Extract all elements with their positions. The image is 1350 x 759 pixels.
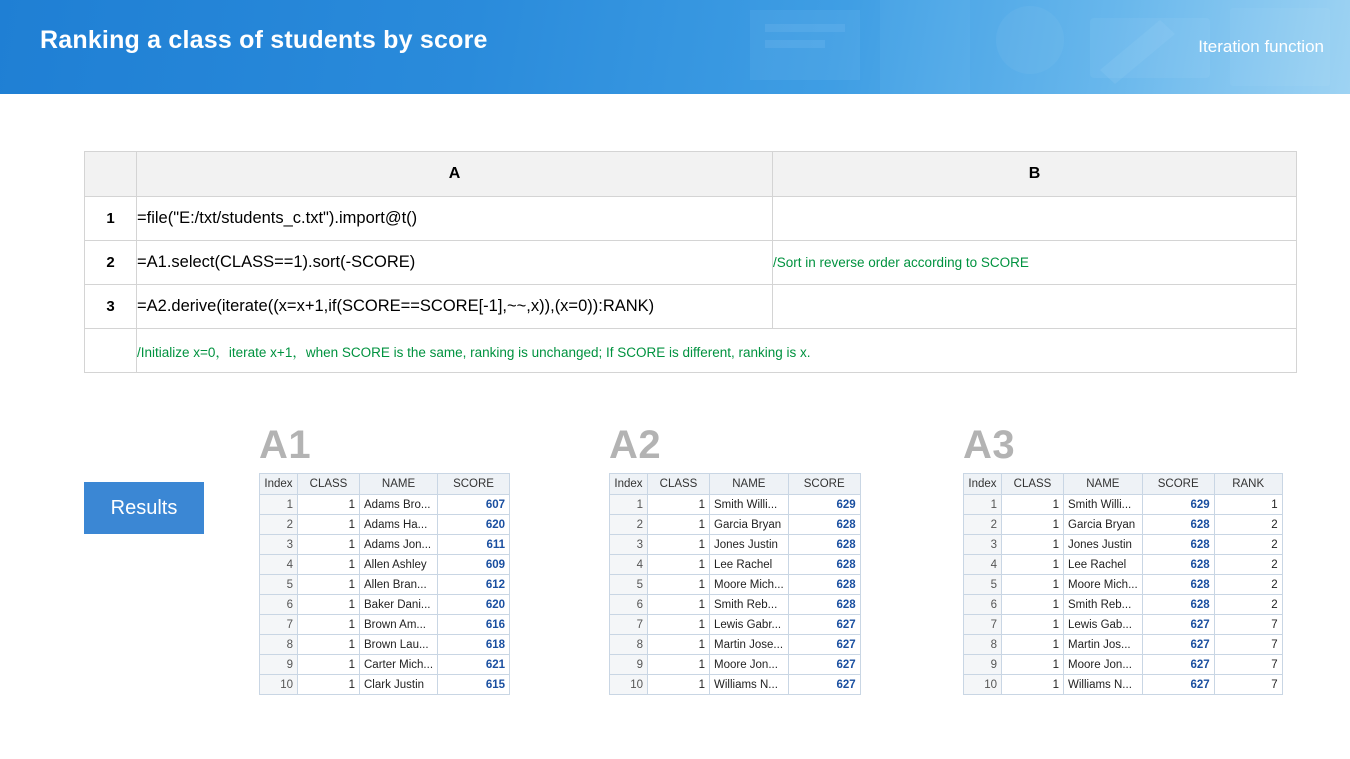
result-grid-a3 (963, 473, 1283, 695)
cell-index: 3 (964, 535, 1002, 555)
code-table-note: /Initialize x=0，iterate x+1，when SCORE is the same, ranking is unchanged; If SCORE is different, ranking is x. (137, 329, 1297, 373)
table-row (964, 575, 1283, 595)
cell-index: 4 (260, 555, 298, 575)
cell-index: 8 (260, 635, 298, 655)
table-row (260, 635, 510, 655)
row-number-2: 2 (85, 241, 137, 285)
grid-col-name: NAME (360, 474, 438, 495)
cell-index: 6 (610, 595, 648, 615)
cell-index: 9 (964, 655, 1002, 675)
cell-b1[interactable] (773, 197, 1297, 241)
cell-class: 1 (1002, 555, 1064, 575)
cell-index: 2 (260, 515, 298, 535)
cell-class: 1 (298, 575, 360, 595)
cell-rank: 7 (1214, 655, 1282, 675)
cell-score: 627 (788, 675, 860, 695)
cell-rank: 7 (1214, 635, 1282, 655)
header-subtitle: Iteration function (1198, 37, 1324, 56)
cell-name: Williams N... (1064, 675, 1143, 695)
grid-col-class: CLASS (648, 474, 710, 495)
table-row (610, 515, 861, 535)
grid-col-index: Index (964, 474, 1002, 495)
grid-header-row (260, 474, 510, 495)
cell-score: 620 (438, 595, 510, 615)
grid-col-index: Index (610, 474, 648, 495)
cell-index: 7 (964, 615, 1002, 635)
cell-score: 628 (788, 555, 860, 575)
cell-index: 2 (610, 515, 648, 535)
cell-score: 628 (1142, 535, 1214, 555)
cell-index: 5 (610, 575, 648, 595)
table-row-note (85, 329, 1297, 373)
grid-col-index: Index (260, 474, 298, 495)
cell-class: 1 (1002, 575, 1064, 595)
grid-header-row (610, 474, 861, 495)
cell-score: 628 (788, 595, 860, 615)
cell-name: Smith Willi... (710, 495, 789, 515)
cell-name: Lewis Gab... (1064, 615, 1143, 635)
cell-rank: 2 (1214, 595, 1282, 615)
cell-index: 4 (964, 555, 1002, 575)
cell-a2[interactable]: =A1.select(CLASS==1).sort(-SCORE) (137, 241, 773, 285)
cell-class: 1 (298, 535, 360, 555)
cell-name: Martin Jose... (710, 635, 789, 655)
cell-class: 1 (1002, 655, 1064, 675)
code-table-header-row (85, 152, 1297, 197)
table-row (260, 535, 510, 555)
cell-score: 628 (788, 575, 860, 595)
cell-class: 1 (298, 495, 360, 515)
cell-class: 1 (1002, 515, 1064, 535)
cell-name: Moore Jon... (710, 655, 789, 675)
cell-rank: 2 (1214, 515, 1282, 535)
page-header (0, 0, 1350, 94)
cell-name: Allen Ashley (360, 555, 438, 575)
table-row (610, 615, 861, 635)
cell-name: Garcia Bryan (1064, 515, 1143, 535)
cell-class: 1 (648, 515, 710, 535)
table-row (260, 555, 510, 575)
table-row (964, 495, 1283, 515)
cell-score: 618 (438, 635, 510, 655)
cell-index: 4 (610, 555, 648, 575)
table-row (260, 615, 510, 635)
cell-score: 629 (788, 495, 860, 515)
cell-class: 1 (648, 575, 710, 595)
cell-index: 10 (964, 675, 1002, 695)
cell-class: 1 (298, 675, 360, 695)
cell-score: 615 (438, 675, 510, 695)
grid-col-rank: RANK (1214, 474, 1282, 495)
cell-class: 1 (1002, 635, 1064, 655)
cell-class: 1 (298, 515, 360, 535)
cell-class: 1 (648, 675, 710, 695)
cell-index: 6 (964, 595, 1002, 615)
cell-index: 9 (260, 655, 298, 675)
grid-col-name: NAME (710, 474, 789, 495)
cell-score: 627 (788, 615, 860, 635)
cell-class: 1 (1002, 675, 1064, 695)
grid-col-score: SCORE (788, 474, 860, 495)
cell-score: 627 (1142, 635, 1214, 655)
table-row (260, 575, 510, 595)
cell-score: 627 (1142, 675, 1214, 695)
cell-score: 616 (438, 615, 510, 635)
code-table (84, 151, 1297, 373)
cell-index: 6 (260, 595, 298, 615)
cell-class: 1 (298, 615, 360, 635)
cell-name: Clark Justin (360, 675, 438, 695)
grid-col-class: CLASS (298, 474, 360, 495)
table-row (964, 675, 1283, 695)
table-row (610, 575, 861, 595)
cell-class: 1 (298, 655, 360, 675)
cell-name: Smith Reb... (1064, 595, 1143, 615)
cell-score: 628 (788, 515, 860, 535)
column-header-a: A (137, 152, 773, 197)
row-number-blank (85, 329, 137, 373)
cell-score: 628 (1142, 515, 1214, 535)
cell-rank: 7 (1214, 615, 1282, 635)
cell-index: 9 (610, 655, 648, 675)
cell-name: Lee Rachel (710, 555, 789, 575)
cell-index: 10 (610, 675, 648, 695)
cell-name: Brown Am... (360, 615, 438, 635)
cell-rank: 2 (1214, 535, 1282, 555)
table-row (260, 495, 510, 515)
grid-col-name: NAME (1064, 474, 1143, 495)
cell-index: 1 (964, 495, 1002, 515)
cell-index: 1 (610, 495, 648, 515)
cell-class: 1 (648, 495, 710, 515)
result-block-a1 (259, 425, 510, 695)
result-title-a1: A1 (259, 423, 312, 467)
result-block-a2 (609, 425, 861, 695)
cell-class: 1 (648, 655, 710, 675)
cell-class: 1 (298, 555, 360, 575)
cell-b3[interactable] (773, 285, 1297, 329)
cell-class: 1 (298, 595, 360, 615)
table-row (610, 535, 861, 555)
cell-class: 1 (648, 555, 710, 575)
cell-name: Jones Justin (710, 535, 789, 555)
row-number-3: 3 (85, 285, 137, 329)
cell-score: 627 (1142, 655, 1214, 675)
table-row (610, 555, 861, 575)
cell-score: 628 (1142, 555, 1214, 575)
table-row (610, 635, 861, 655)
table-row (964, 595, 1283, 615)
cell-rank: 2 (1214, 575, 1282, 595)
row-number-1: 1 (85, 197, 137, 241)
result-grid-a1 (259, 473, 510, 695)
cell-name: Martin Jos... (1064, 635, 1143, 655)
cell-score: 607 (438, 495, 510, 515)
cell-class: 1 (648, 535, 710, 555)
cell-index: 10 (260, 675, 298, 695)
column-header-b: B (773, 152, 1297, 197)
cell-class: 1 (1002, 495, 1064, 515)
table-row (964, 655, 1283, 675)
table-row (260, 655, 510, 675)
cell-score: 629 (1142, 495, 1214, 515)
grid-col-score: SCORE (438, 474, 510, 495)
cell-name: Garcia Bryan (710, 515, 789, 535)
cell-index: 7 (260, 615, 298, 635)
cell-name: Moore Mich... (710, 575, 789, 595)
cell-index: 3 (260, 535, 298, 555)
table-row (964, 555, 1283, 575)
cell-class: 1 (1002, 595, 1064, 615)
table-row (610, 655, 861, 675)
cell-rank: 7 (1214, 675, 1282, 695)
cell-class: 1 (648, 595, 710, 615)
cell-score: 627 (788, 635, 860, 655)
cell-name: Allen Bran... (360, 575, 438, 595)
cell-score: 609 (438, 555, 510, 575)
cell-score: 611 (438, 535, 510, 555)
cell-score: 628 (788, 535, 860, 555)
table-row (964, 535, 1283, 555)
table-row (610, 595, 861, 615)
cell-name: Smith Willi... (1064, 495, 1143, 515)
cell-class: 1 (1002, 615, 1064, 635)
cell-rank: 1 (1214, 495, 1282, 515)
corner-cell (85, 152, 137, 197)
cell-index: 5 (964, 575, 1002, 595)
result-block-a3 (963, 425, 1283, 695)
cell-name: Jones Justin (1064, 535, 1143, 555)
table-row (610, 675, 861, 695)
cell-class: 1 (648, 615, 710, 635)
cell-rank: 2 (1214, 555, 1282, 575)
table-row (260, 675, 510, 695)
cell-score: 627 (788, 655, 860, 675)
cell-a1[interactable]: =file("E:/txt/students_c.txt").import@t() (137, 197, 773, 241)
table-row (260, 595, 510, 615)
cell-index: 8 (964, 635, 1002, 655)
page-title: Ranking a class of students by score (40, 26, 488, 54)
results-badge: Results (84, 482, 204, 534)
cell-name: Moore Mich... (1064, 575, 1143, 595)
table-row (964, 515, 1283, 535)
cell-index: 7 (610, 615, 648, 635)
cell-name: Brown Lau... (360, 635, 438, 655)
cell-name: Baker Dani... (360, 595, 438, 615)
cell-name: Lewis Gabr... (710, 615, 789, 635)
cell-score: 620 (438, 515, 510, 535)
cell-name: Lee Rachel (1064, 555, 1143, 575)
cell-index: 3 (610, 535, 648, 555)
cell-score: 621 (438, 655, 510, 675)
table-row (610, 495, 861, 515)
cell-score: 628 (1142, 595, 1214, 615)
cell-a3[interactable]: =A2.derive(iterate((x=x+1,if(SCORE==SCORE[-1],~~,x)),(x=0)):RANK) (137, 285, 773, 329)
cell-score: 628 (1142, 575, 1214, 595)
cell-class: 1 (1002, 535, 1064, 555)
grid-col-score: SCORE (1142, 474, 1214, 495)
grid-header-row (964, 474, 1283, 495)
cell-score: 627 (1142, 615, 1214, 635)
cell-score: 612 (438, 575, 510, 595)
cell-name: Smith Reb... (710, 595, 789, 615)
cell-index: 5 (260, 575, 298, 595)
grid-col-class: CLASS (1002, 474, 1064, 495)
cell-index: 8 (610, 635, 648, 655)
table-row (964, 635, 1283, 655)
cell-index: 2 (964, 515, 1002, 535)
cell-name: Moore Jon... (1064, 655, 1143, 675)
cell-name: Adams Ha... (360, 515, 438, 535)
cell-name: Adams Bro... (360, 495, 438, 515)
cell-name: Carter Mich... (360, 655, 438, 675)
cell-class: 1 (648, 635, 710, 655)
table-row (85, 285, 1297, 329)
cell-class: 1 (298, 635, 360, 655)
result-grid-a2 (609, 473, 861, 695)
table-row (85, 241, 1297, 285)
table-row (260, 515, 510, 535)
table-row (964, 615, 1283, 635)
cell-name: Adams Jon... (360, 535, 438, 555)
cell-index: 1 (260, 495, 298, 515)
cell-name: Williams N... (710, 675, 789, 695)
result-title-a2: A2 (609, 423, 662, 467)
cell-b2[interactable]: /Sort in reverse order according to SCORE (773, 241, 1297, 285)
result-title-a3: A3 (963, 423, 1016, 467)
table-row (85, 197, 1297, 241)
